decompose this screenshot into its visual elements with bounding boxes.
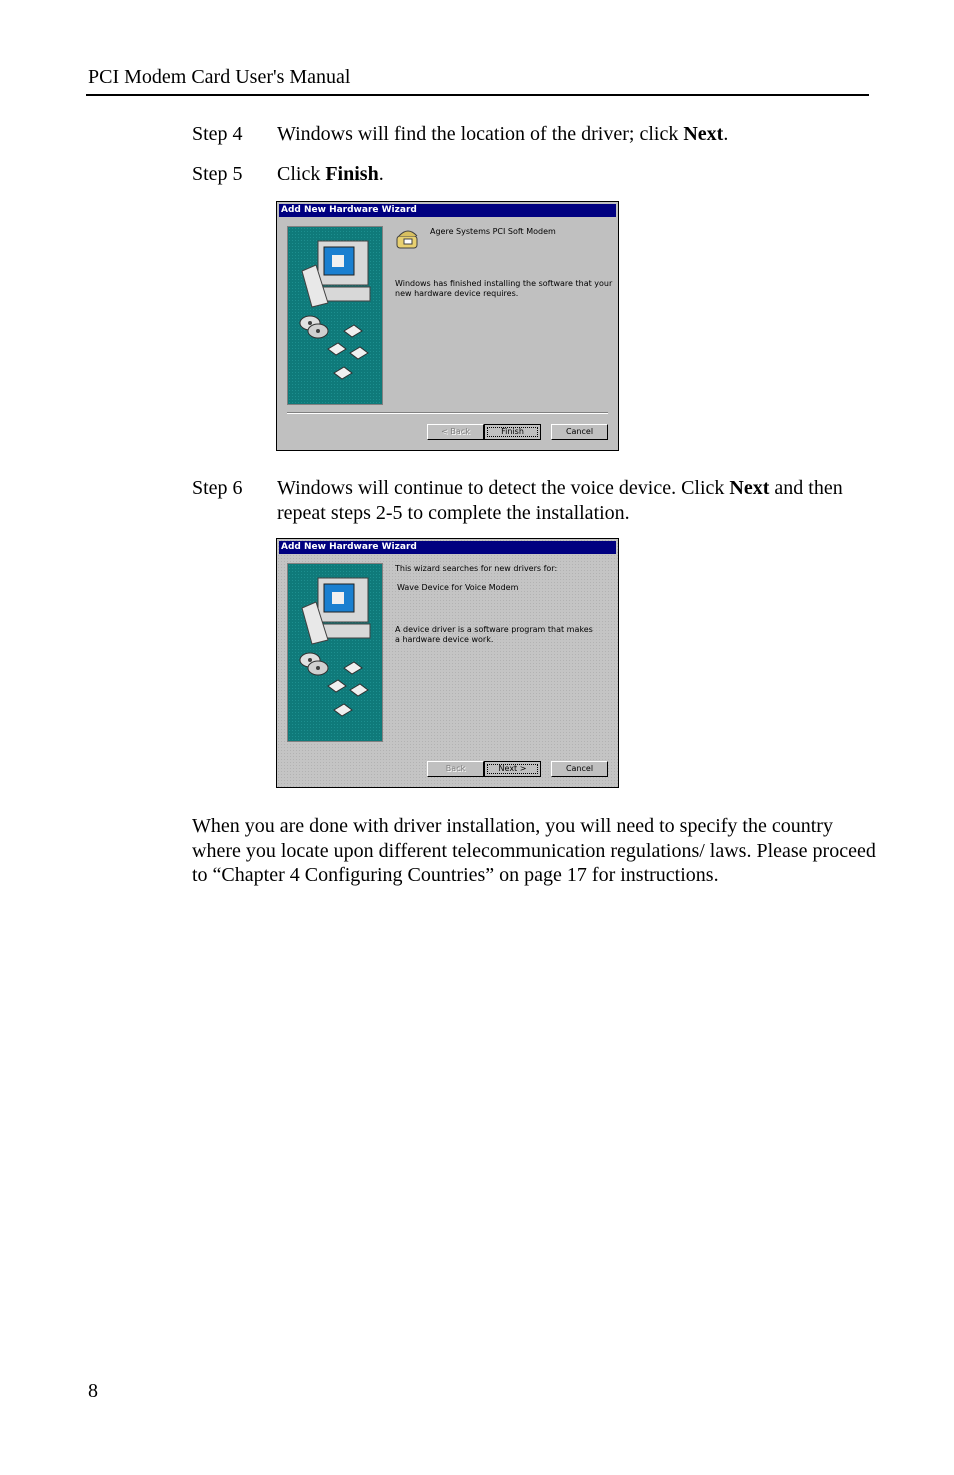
dialog-title: Add New Hardware Wizard: [279, 541, 616, 554]
header-rule: [86, 94, 869, 96]
wizard-illustration: [287, 563, 383, 742]
step-text: [277, 122, 872, 147]
step-text-post: and then repeat steps 2-5 to complete the installation.: [277, 477, 843, 524]
step-text-pre: Windows will continue to detect the voice device. Click: [277, 477, 730, 499]
floppy-icon: [328, 662, 368, 716]
step-text: [277, 162, 872, 187]
driver-explanation: A device driver is a software program that makes a hardware device work.: [395, 625, 593, 644]
floppy-icon: [328, 325, 368, 379]
page-number: 8: [88, 1380, 98, 1402]
computer-icon: [302, 241, 370, 307]
modem-phone-icon: [395, 226, 421, 250]
step-text-post: .: [378, 163, 384, 185]
cancel-button[interactable]: Cancel: [551, 761, 608, 777]
separator: [287, 412, 608, 414]
step-text: [277, 476, 872, 526]
finish-button[interactable]: Finish: [484, 424, 541, 440]
step-text-bold: Next: [729, 477, 770, 499]
back-button[interactable]: Back: [427, 761, 484, 777]
closing-paragraph: When you are done with driver installation, you will need to specify the country where you locate upon different telecommunication regulations/ laws. Please proceed to “Chapter 4 Configuring Countries” on page 17 for instructions.: [192, 815, 876, 886]
dialog-title: Add New Hardware Wizard: [279, 204, 616, 217]
wizard-illustration: [287, 226, 383, 405]
wizard-search-screenshot: [276, 538, 619, 788]
cd-icon: [300, 653, 328, 675]
step-text-bold: Finish: [325, 163, 379, 185]
wizard-finish-screenshot: [276, 201, 619, 451]
step-text-bold: Next: [683, 123, 724, 145]
step-text-post: .: [723, 123, 729, 145]
device-name: Agere Systems PCI Soft Modem: [430, 227, 556, 236]
step-number: Step 4: [192, 123, 243, 145]
running-header: PCI Modem Card User's Manual: [88, 66, 351, 88]
step-number: Step 5: [192, 163, 243, 185]
cancel-button[interactable]: Cancel: [551, 424, 608, 440]
search-intro: This wizard searches for new drivers for:: [395, 564, 558, 573]
cd-icon: [300, 316, 328, 338]
step-number: Step 6: [192, 477, 243, 499]
step-text-pre: Windows will find the location of the driver; click: [277, 123, 684, 145]
step-text-pre: Click: [277, 163, 326, 185]
next-button[interactable]: Next >: [484, 761, 541, 777]
back-button[interactable]: < Back: [427, 424, 484, 440]
finish-message: Windows has finished installing the software that your new hardware device requires.: [395, 279, 613, 298]
computer-icon: [302, 578, 370, 644]
device-name: Wave Device for Voice Modem: [397, 583, 519, 592]
